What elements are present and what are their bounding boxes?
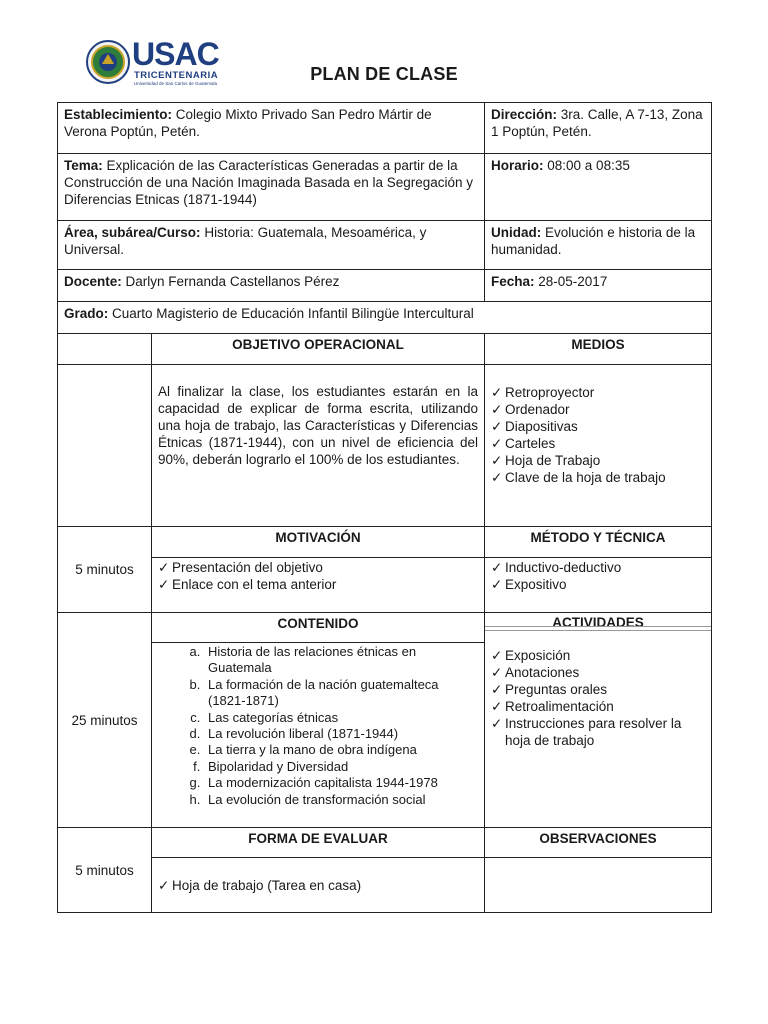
contenido-time: 25 minutos [57,612,152,828]
establecimiento-value: Colegio Mixto Privado San Pedro Mártir de Verona Poptún, Petén. [64,107,432,139]
list-item: e. La tierra y la mano de obra indígena [204,742,478,758]
grado-label: Grado: [64,306,109,321]
establecimiento-label: Establecimiento: [64,107,173,122]
area-cell [57,220,485,270]
list-item: ✓ Retroalimentación [491,698,705,715]
fecha-label: Fecha: [491,274,535,289]
medios-header: MEDIOS [484,333,712,365]
direccion-value: 3ra. Calle, A 7-13, Zona 1 Poptún, Petén. [491,107,703,139]
list-item: ✓ Clave de la hoja de trabajo [491,469,705,486]
grado-value: Cuarto Magisterio de Educación Infantil Bilingüe Intercultural [108,306,474,321]
list-item: ✓ Enlace con el tema anterior [158,576,478,593]
list-item: b. La formación de la nación guatemalteca (1821-1871) [204,677,478,710]
objetivo-text: Al finalizar la clase, los estudiantes estarán en la capacidad de explicar de forma escrita, utilizando una hoja de trabajo, las Características y Diferencias Étnicas (1871-1944), con un nivel de eficiencia del 90%, deberán lograrlo el 100% de los estudiantes. [151,364,485,527]
logo-wordmark: USAC [132,36,219,72]
logo-subline: Universidad de San Carlos de Guatemala [134,81,218,86]
tema-value: Explicación de las Características Generadas a partir de la Construcción de una Nación Imaginada Basada en la Segregación y Diferencias Etnicas (1871-1944) [64,158,474,207]
list-item: ✓ Anotaciones [491,664,705,681]
evaluacion-list [151,857,485,913]
list-item: ✓ Retroproyector [491,384,705,401]
page-title: PLAN DE CLASE [310,64,458,84]
evaluacion-time: 5 minutos [57,827,152,913]
list-item: ✓ Ordenador [491,401,705,418]
list-item: ✓ Preguntas orales [491,681,705,698]
contenido-list [151,642,485,828]
medios-list [484,364,712,527]
actividades-divider [485,630,711,631]
metodo-header: MÉTODO Y TÉCNICA [484,526,712,558]
evaluar-header: FORMA DE EVALUAR [151,827,485,858]
unidad-cell [484,220,712,270]
area-label: Área, subárea/Curso: [64,225,201,240]
list-item: d. La revolución liberal (1871-1944) [204,726,478,742]
list-item: g. La modernización capitalista 1944-1978 [204,775,478,791]
fecha-value: 28-05-2017 [534,274,608,289]
tema-cell [57,153,485,221]
list-item: ✓ Hoja de trabajo (Tarea en casa) [158,877,478,894]
list-item: ✓ Inductivo-deductivo [491,559,705,576]
actividades-divider [485,626,711,627]
area-value: Historia: Guatemala, Mesoamérica, y Universal. [64,225,427,257]
contenido-header: CONTENIDO [151,612,485,643]
list-item: a. Historia de las relaciones étnicas en Guatemala [204,644,478,677]
observaciones-cell [484,857,712,913]
fecha-cell [484,269,712,302]
direccion-label: Dirección: [491,107,558,122]
objetivo-header: OBJETIVO OPERACIONAL [151,333,485,365]
docente-cell [57,269,485,302]
list-item: f. Bipolaridad y Diversidad [204,759,478,775]
motivacion-list [151,557,485,613]
actividades-cell [484,612,712,828]
motivacion-header: MOTIVACIÓN [151,526,485,558]
list-item: ✓ Presentación del objetivo [158,559,478,576]
unidad-value: Evolución e historia de la humanidad. [491,225,696,257]
logo-tagline: TRICENTENARIA [134,70,219,81]
list-item: ✓ Exposición [491,647,705,664]
list-item: ✓ Carteles [491,435,705,452]
list-item: h. La evolución de transformación social [204,792,478,808]
list-item: ✓ Diapositivas [491,418,705,435]
metodo-list [484,557,712,613]
objetivo-time-empty [57,364,152,527]
list-item: ✓ Hoja de Trabajo [491,452,705,469]
horario-cell [484,153,712,221]
unidad-label: Unidad: [491,225,542,240]
observaciones-header: OBSERVACIONES [484,827,712,858]
actividades-header: ACTIVIDADES [552,615,644,630]
list-item: ✓ Expositivo [491,576,705,593]
motivacion-time: 5 minutos [57,526,152,613]
list-item: c. Las categorías étnicas [204,710,478,726]
tema-label: Tema: [64,158,103,173]
grado-cell [57,301,712,334]
docente-value: Darlyn Fernanda Castellanos Pérez [121,274,340,289]
time-header-empty [57,333,152,365]
list-item: ✓ Instrucciones para resolver la hoja de trabajo [491,715,705,749]
establecimiento-cell [57,102,485,154]
direccion-cell [484,102,712,154]
horario-label: Horario: [491,158,544,173]
horario-value: 08:00 a 08:35 [543,158,630,173]
docente-label: Docente: [64,274,122,289]
